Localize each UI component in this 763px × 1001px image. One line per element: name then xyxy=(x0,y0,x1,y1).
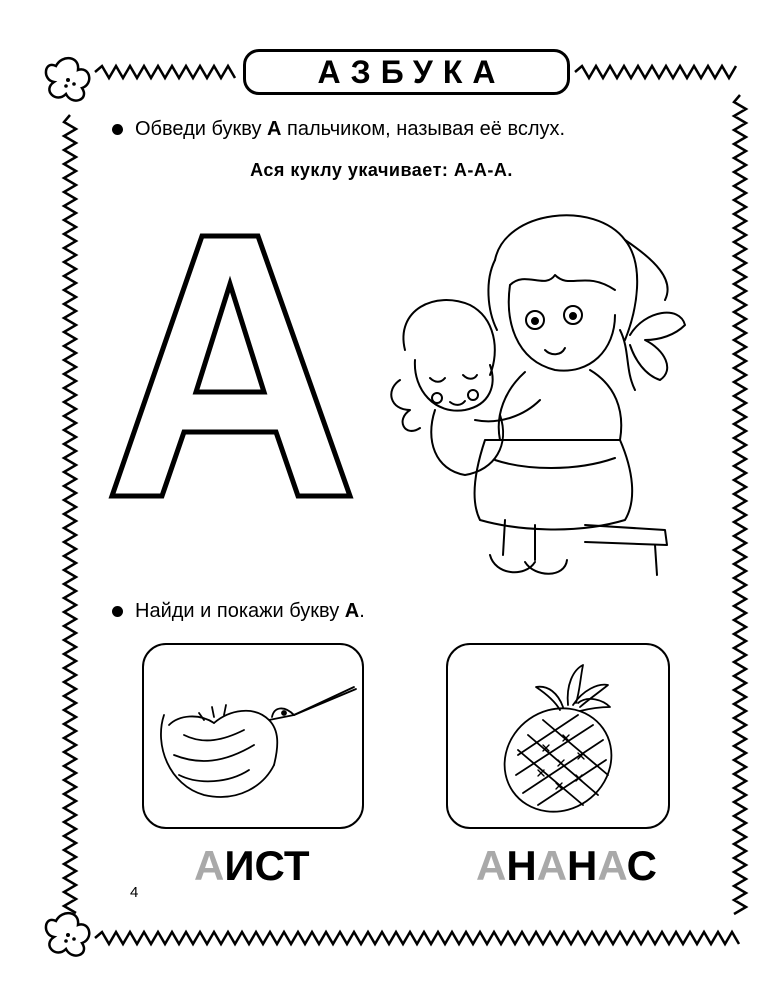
word-stork xyxy=(194,842,309,890)
letter-a-highlight[interactable]: А xyxy=(597,842,627,889)
page-number: 4 xyxy=(130,884,139,901)
zigzag-top-left xyxy=(95,66,235,78)
corner-flower-bottom-icon xyxy=(46,913,89,955)
outlined-letter-a[interactable] xyxy=(108,232,358,502)
word-letters: С xyxy=(626,842,658,889)
girl-with-doll-illustration xyxy=(375,200,705,590)
zigzag-left xyxy=(64,115,76,913)
rhyme-line: Ася куклу укачивает: А-А-А. xyxy=(250,160,513,180)
stork-icon xyxy=(144,645,362,827)
letter-a-highlight[interactable]: А xyxy=(476,842,507,889)
word-letters: Н xyxy=(506,842,537,889)
page-title-box xyxy=(243,49,570,95)
instruction-text-2: Найди и покажи букву А. xyxy=(135,600,365,622)
instruction-trace-letter xyxy=(112,118,565,141)
word-pineapple xyxy=(476,842,657,890)
bullet-icon xyxy=(112,606,123,617)
bullet-icon xyxy=(112,124,123,135)
picture-card-stork[interactable] xyxy=(142,643,364,829)
corner-flower-top-icon xyxy=(46,58,89,100)
letter-a-highlight[interactable]: А xyxy=(194,842,225,889)
word-letters: ИСТ xyxy=(224,842,310,889)
instruction-text-1: Обведи букву А пальчиком, называя её вслух. xyxy=(135,118,566,140)
zigzag-right xyxy=(734,95,746,914)
zigzag-bottom xyxy=(95,932,739,944)
pineapple-icon xyxy=(448,645,668,827)
instruction-find-letter xyxy=(112,600,365,623)
picture-card-pineapple[interactable] xyxy=(446,643,670,829)
zigzag-top-right xyxy=(575,66,736,78)
page-title: АЗБУКА xyxy=(317,53,506,90)
letter-a-highlight[interactable]: А xyxy=(536,842,568,889)
word-letters: Н xyxy=(567,842,598,889)
